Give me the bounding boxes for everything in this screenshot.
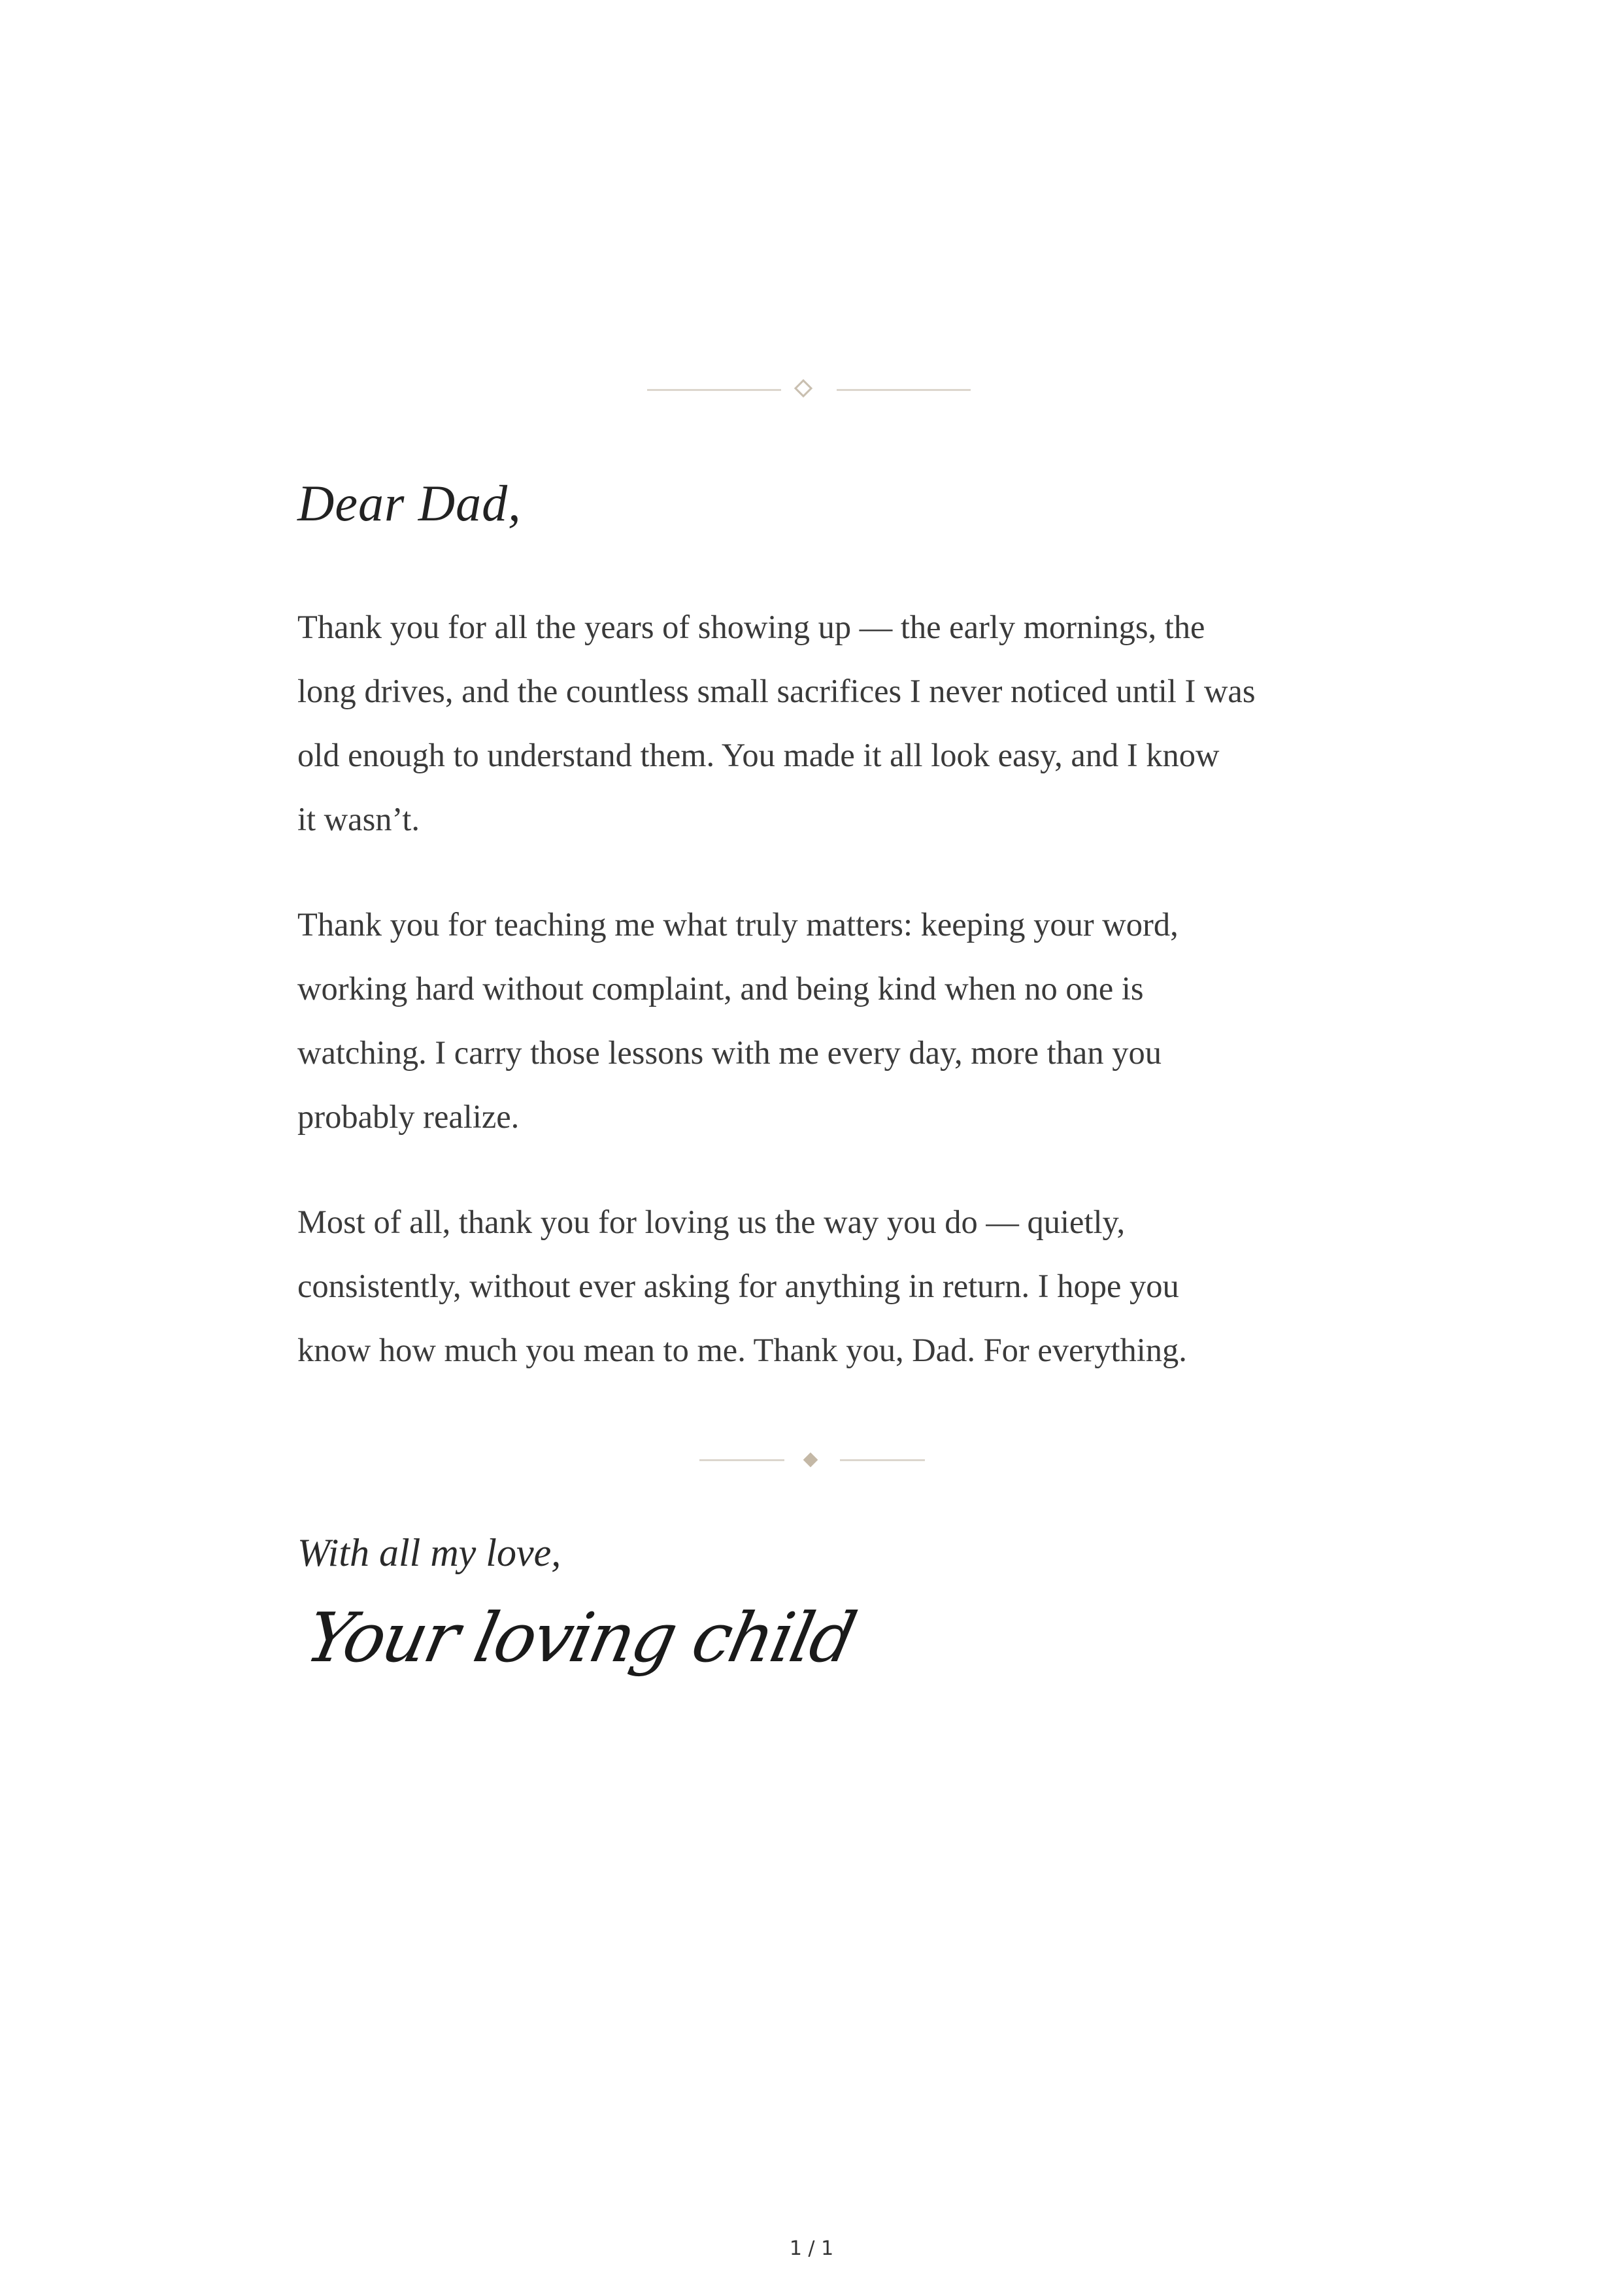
page-number: 1 / 1 bbox=[789, 2237, 834, 2260]
diamond-outline-icon bbox=[794, 379, 812, 397]
paragraph-line: Thank you for teaching me what truly matters: keeping your word, bbox=[297, 906, 1179, 943]
paragraph-line: know how much you mean to me. Thank you, Dad. For everything. bbox=[297, 1332, 1187, 1368]
ornament-line-left bbox=[647, 389, 781, 391]
paragraph-line: working hard without complaint, and being kind when no one is bbox=[297, 970, 1144, 1007]
letter-closing: With all my love, bbox=[297, 1531, 561, 1574]
paragraph-line: watching. I carry those lessons with me every day, more than you bbox=[297, 1034, 1162, 1071]
letter-salutation: Dear Dad, bbox=[297, 475, 522, 532]
letter-paragraph-1 bbox=[297, 595, 1337, 851]
paragraph-line: old enough to understand them. You made it all look easy, and I know bbox=[297, 737, 1220, 773]
paragraph-line: Thank you for all the years of showing up — the early mornings, the bbox=[297, 609, 1205, 645]
ornament-line-right bbox=[840, 1459, 925, 1461]
paragraph-line: consistently, without ever asking for anything in return. I hope you bbox=[297, 1268, 1179, 1304]
ornament-line-left bbox=[699, 1459, 784, 1461]
letter-paragraph-2 bbox=[297, 892, 1337, 1149]
paragraph-line: long drives, and the countless small sacrifices I never noticed until I was bbox=[297, 673, 1256, 709]
paragraph-line: it wasn’t. bbox=[297, 801, 420, 837]
middle-ornament-divider bbox=[699, 1450, 928, 1470]
top-ornament-divider bbox=[647, 376, 974, 402]
letter-paragraph-3 bbox=[297, 1190, 1337, 1382]
paragraph-line: probably realize. bbox=[297, 1098, 520, 1135]
diamond-filled-icon bbox=[803, 1453, 818, 1468]
letter-signature: Your loving child bbox=[299, 1598, 862, 1678]
ornament-line-right bbox=[837, 389, 971, 391]
paragraph-line: Most of all, thank you for loving us the way you do — quietly, bbox=[297, 1204, 1126, 1240]
